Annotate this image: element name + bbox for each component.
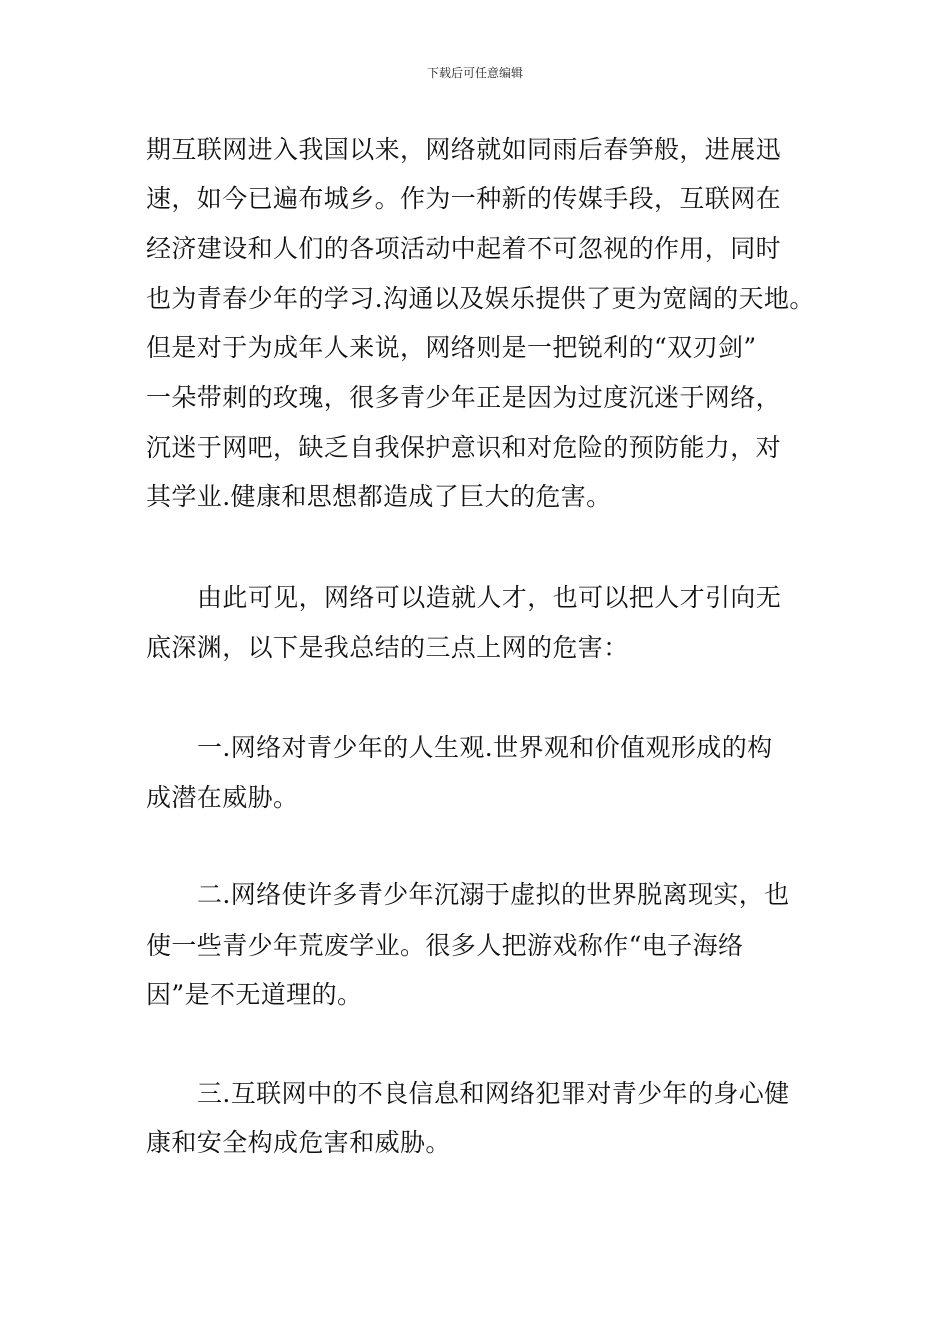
paragraph-1-line-5: 但是对于为成年人来说，网络则是一把锐利的“双刃剑” (146, 333, 757, 362)
paragraph-2-line-1: 由此可见，网络可以造就人才，也可以把人才引向无 (197, 583, 782, 612)
point-3-line-1: 三.互联网中的不良信息和网络犯罪对青少年的身心健 (197, 1079, 790, 1108)
paragraph-1-line-7: 沉迷于网吧，缺乏自我保护意识和对危险的预防能力，对 (146, 433, 782, 462)
paragraph-1-line-2: 速，如今已遍布城乡。作为一种新的传媒手段，互联网在 (146, 184, 782, 213)
point-1-line-2: 成潜在威胁。 (146, 783, 299, 812)
header-note: 下载后可任意编辑 (426, 66, 523, 80)
paragraph-1-line-8: 其学业.健康和思想都造成了巨大的危害。 (146, 482, 612, 511)
point-2-line-2: 使一些青少年荒废学业。很多人把游戏称作“电子海络 (146, 931, 744, 960)
paragraph-1-line-6: 一朵带刺的玫瑰，很多青少年正是因为过度沉迷于网络， (146, 383, 782, 412)
paragraph-1-line-1: 期互联网进入我国以来，网络就如同雨后春笋般，进展迅 (146, 135, 782, 164)
point-3-line-2: 康和安全构成危害和威胁。 (146, 1128, 451, 1157)
paragraph-2-line-2: 底深渊，以下是我总结的三点上网的危害： (146, 633, 629, 662)
point-2-line-3: 因”是不无道理的。 (146, 980, 363, 1009)
point-2-line-1: 二.网络使许多青少年沉溺于虚拟的世界脱离现实，也 (197, 880, 790, 909)
paragraph-1-line-4: 也为青春少年的学习.沟通以及娱乐提供了更为宽阔的天地。 (146, 284, 815, 313)
paragraph-1-line-3: 经济建设和人们的各项活动中起着不可忽视的作用，同时 (146, 234, 782, 263)
point-1-line-1: 一.网络对青少年的人生观.世界观和价值观形成的构 (197, 733, 773, 762)
